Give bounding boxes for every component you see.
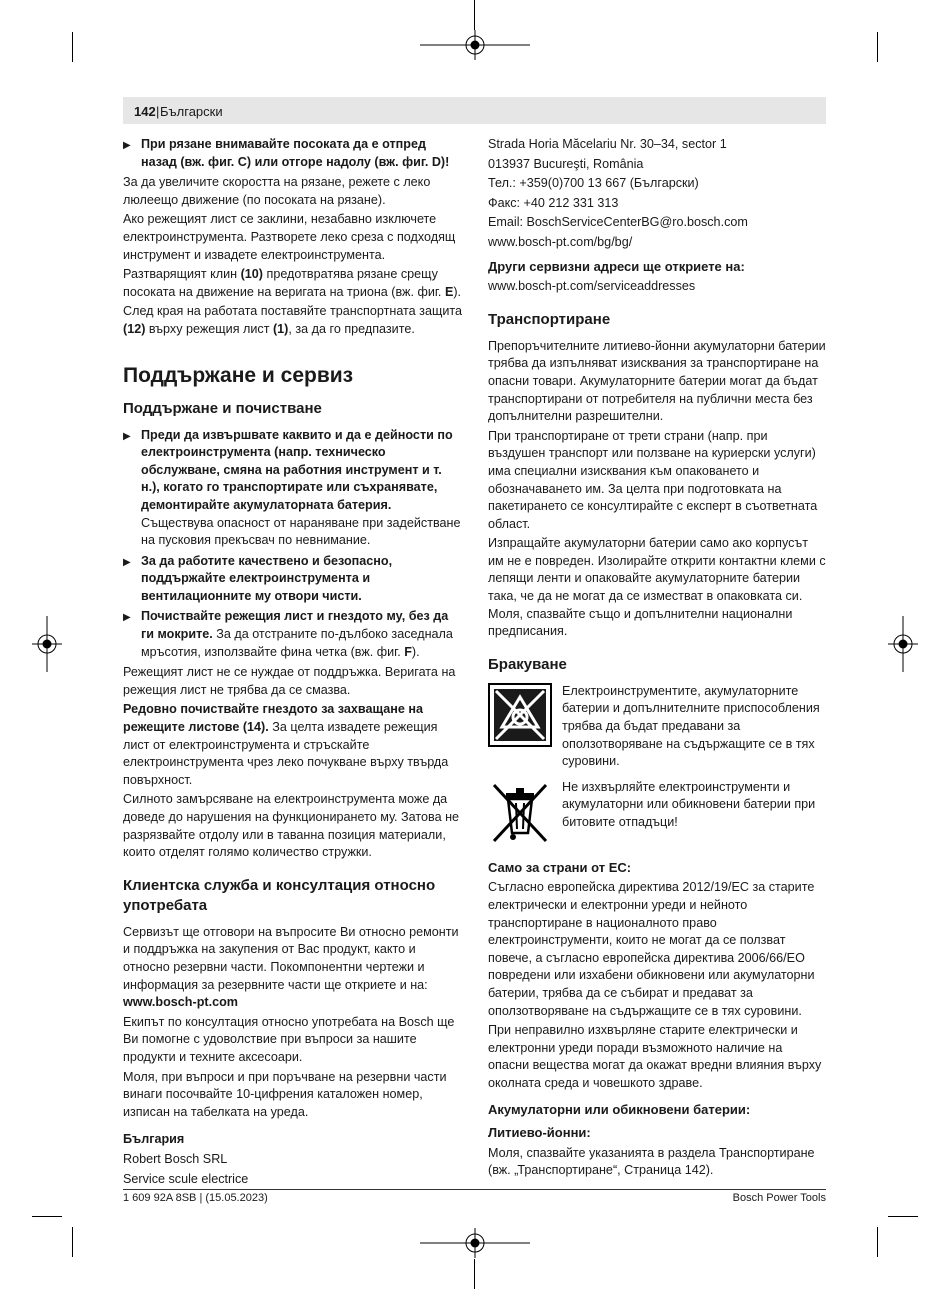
service-addresses-link[interactable]: www.bosch-pt.com/serviceaddresses [488, 279, 696, 294]
crop-mark [474, 1259, 475, 1289]
paragraph: Сервизът ще отговори на въпросите Ви относно ремонти и поддръжка на закупения от Вас продукт, както и относно резервни части. Покомпонентни чертежи и информация за резервните части ще откриете и на: [123, 924, 459, 992]
paragraph: Изпращайте акумулаторни батерии само ако корпусът им не е повреден. Изолирайте открити контактни клеми с лепящи ленти и опаковайте акумулаторните батерии така, че да не могат да се изместват в опаковката си. Моля, спазвайте също и допълнителни национални предписания. [488, 536, 826, 639]
address-line: 013937 Bucureşti, România [488, 156, 644, 171]
subsection-title: Поддържане и почистване [123, 399, 322, 417]
warning-bullet: ▶ За да работите качествено и безопасно, поддържайте електроинструмента и вентилационните му отвори чисти. [123, 553, 463, 606]
paragraph: Моля, спазвайте указанията в раздела Транспортиране (вж. „Транспортиране“, Страница 142). [488, 1145, 815, 1178]
web-link[interactable]: www.bosch-pt.com/bg/bg/ [488, 234, 633, 249]
paragraph: Редовно почиствайте гнездото за захващане на режещите листове (14). За целта извадете режещия лист от електроинструмента и стръскайте електроинструмента чрез леко почукване върху твърда повърхност. [123, 702, 449, 787]
paragraph: Съгласно европейска директива 2012/19/ЕС за старите електрически и електронни уреди и нейното транспортиране в националното право електроинструменти, които не могат да се ползват повече, а съгласно европейска директива 2006/66/ЕО повредени или изхабени обикновени или акумулаторни батерии, трябва да се събират и предават за оползотворяване на съдържащите се в тях суровини. [488, 880, 815, 1018]
paragraph: Препоръчителните литиево-йонни акумулаторни батерии трябва да изпълняват изисквания за транспортиране на опасни товари. Акумулаторните батерии могат да бъдат транспортирани от потребителя на публични места без допълнителни разрешителни. [488, 338, 826, 424]
paragraph: Екипът по консултация относно употребата на Bosch ще Ви помогне с удоволствие при въпроси за нашите продукти и техните аксесоари. [123, 1014, 455, 1064]
right-column [488, 136, 826, 1182]
registration-mark-icon [32, 616, 62, 672]
paragraph: Режещият лист не се нуждае от поддръжка. Веригата на режещия лист не трябва да се смазва. [123, 665, 456, 697]
subsection-title: Транспортиране [488, 310, 611, 328]
crop-mark [32, 1216, 62, 1217]
footer-brand: Bosch Power Tools [732, 1192, 826, 1204]
paragraph: Силното замърсяване на електроинструмента може да доведе до нарушения на функционирането му. Затова не разрязвайте отдолу или в таванна позиция материали, които отделят голямо количество стружки. [123, 792, 460, 860]
subsection-title: Бракуване [488, 655, 567, 673]
phone-line: Тел.: +359(0)700 13 667 (Български) [488, 176, 699, 191]
footer-rule [123, 1189, 826, 1190]
email-line[interactable]: Email: BoschServiceCenterBG@ro.bosch.com [488, 215, 748, 230]
other-addresses-title: Други сервизни адреси ще откриете на: [488, 258, 745, 274]
disposal-text: Електроинструментите, акумулаторните батерии и допълнителните приспособления трябва да бъдат предавани за оползотворяване на съдържащите се в тях суровини. [562, 683, 820, 769]
crop-mark [877, 32, 878, 62]
warning-bullet: ▶ Преди да извършвате каквито и да е дейности по електроинструмента (напр. техническо обслужване, смяна на работния инструмент и т. н.), когато го транспортирате или съхранявате, демонтирайте акумулаторната батерия. Съществува опасност от нараняване при задействане на пусковия прекъсвач по невнимание. [123, 427, 463, 550]
registration-mark-icon [888, 616, 918, 672]
paragraph: При транспортиране от трети страни (напр. при въздушен транспорт или ползване на куриерски услуги) има специални изисквания към опаковането и обозначаването им. За целта при подготовката на пакетирането се консултирайте с експерт в съответната област. [488, 428, 818, 531]
eu-title: Само за страни от ЕС: [488, 859, 632, 875]
crop-mark [474, 0, 475, 30]
battery-title: Акумулаторни или обикновени батерии: [488, 1101, 751, 1117]
address-line: Service scule electrice [123, 1171, 249, 1186]
warning-bullet: ▶ Почиствайте режещия лист и гнездото му, без да ги мокрите. За да отстраните по-дълбоко заседнала мръсотия, използвайте фина четка (вж. фиг. F). [123, 608, 463, 661]
paragraph: При неправилно изхвърляне старите електрически и електронни уреди поради възможното наличие на опасни вещества могат да окажат вредни влияния върху околната среда и човешкото здраве. [488, 1023, 822, 1090]
subsection-title: Клиентска служба и консултация относно употребата [123, 876, 436, 914]
disposal-row [488, 779, 826, 843]
registration-mark-icon [420, 30, 530, 60]
li-ion-title: Литиево-йонни: [488, 1125, 591, 1141]
paragraph: Разтварящият клин (10) предотвратява рязане срещу посоката на движение на веригата на триона (вж. фиг. E). [123, 267, 462, 299]
paragraph: За да увеличите скоростта на рязане, режете с леко люлеещо движение (по посоката на рязане). [123, 175, 431, 207]
header-separator: | [156, 104, 160, 119]
service-link[interactable]: www.bosch-pt.com [123, 995, 238, 1010]
disposal-text: Не изхвърляйте електроинструменти и акумулаторни или обикновени батерии при битовите отпадъци! [562, 779, 816, 829]
crop-mark [72, 32, 73, 62]
disposal-row [488, 683, 826, 773]
warning-bullet: ▶ При рязане внимавайте посоката да е отпред назад (вж. фиг. C) или отгоре надолу (вж. фиг. D)! [123, 136, 463, 171]
address-line: Robert Bosch SRL [123, 1151, 228, 1166]
left-column [123, 136, 463, 1190]
crossed-bin-icon [488, 779, 552, 843]
page-number: 142 [134, 104, 156, 119]
crop-mark [877, 1227, 878, 1257]
header-bar [123, 97, 826, 124]
header-language: Български [160, 104, 223, 119]
paragraph: След края на работата поставяйте транспортната защита (12) върху режещия лист (1), за да го предпазите. [123, 304, 462, 336]
footer-catalog: 1 609 92A 8SB | (15.05.2023) [123, 1192, 268, 1204]
paragraph: Моля, при въпроси и при поръчване на резервни части винаги посочвайте 10-цифрения каталожен номер, изписан на табелката на уреда. [123, 1069, 447, 1119]
country-label: България [123, 1132, 185, 1147]
fax-line: Факс: +40 212 331 313 [488, 195, 619, 210]
crop-mark [888, 1216, 918, 1217]
section-title: Поддържане и сервиз [123, 363, 354, 387]
paragraph: Ако режещият лист се заклини, незабавно изключете електроинструмента. Разтворете леко среза с подходящ инструмент и извадете електроинструмента. [123, 212, 456, 262]
crop-mark [72, 1227, 73, 1257]
recycling-icon [488, 683, 552, 747]
address-line: Strada Horia Măcelariu Nr. 30–34, sector 1 [488, 137, 727, 151]
registration-mark-icon [420, 1228, 530, 1258]
